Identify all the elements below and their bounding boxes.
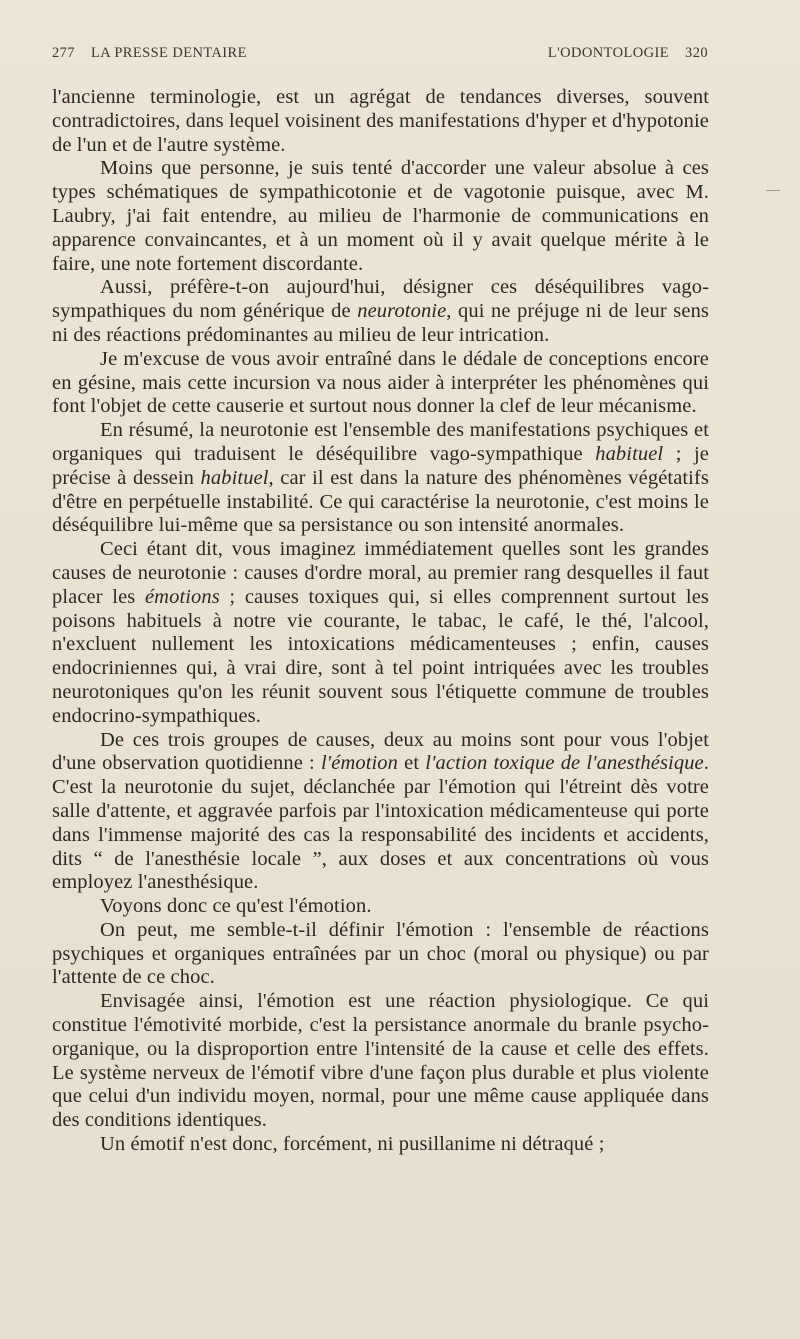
paragraph xyxy=(52,348,709,419)
running-header xyxy=(52,45,708,62)
paragraph xyxy=(52,895,709,919)
text-run: , car il est dans la nature des phénomènes végétatifs d'être en perpétuelle instabilité. Ce qui caractérise la neurotonie, c'est moins le déséquilibre lui-même que sa persistance ou son intensité anormales. xyxy=(52,466,709,537)
margin-mark xyxy=(766,190,780,191)
article-body xyxy=(52,86,709,1157)
left-journal-title: LA PRESSE DENTAIRE xyxy=(90,45,247,61)
italic-text: habituel xyxy=(595,442,664,465)
text-run: , qui ne préjuge ni de leur sens ni des réactions prédominantes au milieu de leur intrication. xyxy=(52,300,710,346)
text-run: Je m'excuse de vous avoir entraîné dans le dédale de conceptions encore en gésine, mais cette incursion va nous aider à interpréter les phénomènes qui font l'objet de cette causerie et surtout nous donner la clef de leur mécanisme. xyxy=(52,347,709,418)
paragraph xyxy=(52,729,709,896)
text-run: Voyons donc ce qu'est l'émotion. xyxy=(100,895,372,918)
text-run: . C'est la neurotonie du sujet, déclanchée par l'émotion qui l'étreint dès votre salle d'attente, et aggravée parfois par l'intoxication médicamenteuse qui porte dans l'immense majorité des cas la responsabilité des incidents et accidents, dits “ de l'anesthésie locale ”, aux doses et aux concentrations où vous employez l'anesthésique. xyxy=(52,752,709,894)
italic-text: l'action toxique de l'anesthésique xyxy=(425,752,704,775)
paragraph xyxy=(52,1133,709,1157)
paragraph xyxy=(52,990,709,1133)
text-run: Un émotif n'est donc, forcément, ni pusillanime ni détraqué ; xyxy=(100,1133,605,1156)
text-run: Ceci étant dit, vous imaginez immédiatement quelles sont les grandes causes de neurotonie : causes d'ordre moral, au premier rang desquelles il faut placer les xyxy=(52,538,709,608)
italic-text: l'émotion xyxy=(320,752,399,775)
italic-text: émotions xyxy=(144,585,220,608)
text-run: On peut, me semble-t-il définir l'émotion : l'ensemble de réactions psychiques et organiques entraînées par un choc (moral ou physique) ou par l'attente de ce choc. xyxy=(52,918,709,989)
text-run: Envisagée ainsi, l'émotion est une réaction physiologique. Ce qui constitue l'émotivité morbide, c'est la persistance anormale du branle psycho-organique, ou la disproportion entre l'intensité de la cause et celle des effets. Le système nerveux de l'émotif vibre d'une façon plus durable et plus violente que celui d'un individu moyen, normal, pour une même cause appliquée dans des conditions identiques. xyxy=(52,990,709,1132)
paragraph xyxy=(52,86,709,157)
text-run: En résumé, la neurotonie est l'ensemble des manifestations psychiques et organiques qui traduisent le déséquilibre vago-sympathique xyxy=(52,419,709,465)
left-page-number: 277 xyxy=(52,45,75,61)
paragraph xyxy=(52,919,709,990)
paragraph xyxy=(52,538,709,728)
header-left xyxy=(52,45,247,62)
right-page-number: 320 xyxy=(685,45,708,61)
text-run: ; causes toxiques qui, si elles comprennent surtout les poisons habituels à notre vie courante, le tabac, le café, le thé, l'alcool, n'excluent nullement les intoxications médicamenteuses ; enfin, causes endocriniennes qui, à vrai dire, sont à tel point intriquées avec les troubles neurotoniques qu'on les réunit souvent sous l'étiquette commune de troubles endocrino-sympathiques. xyxy=(52,585,709,727)
text-run: ; je précise à dessein xyxy=(52,442,709,489)
italic-text: neurotonie xyxy=(357,300,447,323)
text-run: Aussi, préfère-t-on aujourd'hui, désigner ces déséquilibres vago-sympathiques du nom générique de xyxy=(52,276,709,323)
right-journal-title: L'ODONTOLOGIE xyxy=(547,45,670,61)
paragraph xyxy=(52,276,709,347)
text-run: De ces trois groupes de causes, deux au moins sont pour vous l'objet d'une observation quotidienne : xyxy=(52,728,709,775)
text-run: Moins que personne, je suis tenté d'accorder une valeur absolue à ces types schématiques de sympathicotonie et de vagotonie puisque, avec M. Laubry, j'ai fait entendre, au milieu de l'harmonie de communications en apparence convaincantes, et à un moment où il y avait quelque mérite à le faire, une note fortement discordante. xyxy=(52,157,709,275)
text-run: l'ancienne terminologie, est un agrégat de tendances diverses, souvent contradictoires, dans lequel voisinent des manifestations d'hyper et d'hypotonie de l'un et de l'autre système. xyxy=(52,86,709,156)
paragraph xyxy=(52,419,709,538)
paragraph xyxy=(52,157,709,276)
text-run: et xyxy=(398,752,426,775)
header-right xyxy=(548,45,708,62)
italic-text: habituel xyxy=(200,466,269,489)
